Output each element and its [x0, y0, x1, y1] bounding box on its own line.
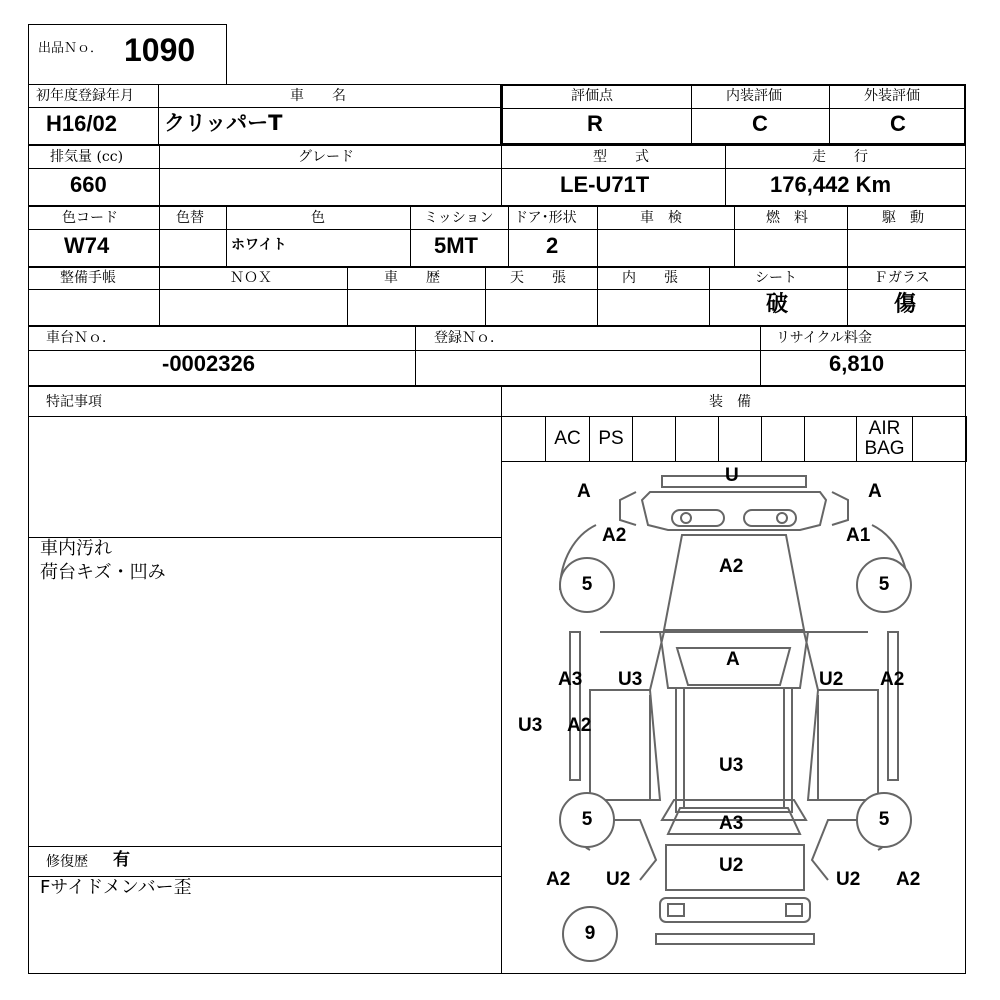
recycle-label: リサイクル料金 [776, 330, 873, 346]
chassis-value: -0002326 [162, 351, 255, 376]
cargo-bed-shape [684, 688, 784, 808]
repair-history-label: 修復歴 [46, 854, 88, 870]
headlight-right-shape [744, 510, 796, 526]
mission-label: ミッション [424, 210, 494, 226]
door-value: 2 [546, 233, 559, 258]
mark-rear-left-u2: U2 [606, 869, 631, 890]
right-sill-shape [888, 632, 898, 780]
equipment-label: 装 備 [709, 394, 751, 410]
displacement-value: 660 [70, 172, 107, 197]
equipment-item: AC [554, 428, 581, 449]
colorcode-label: 色コード [62, 210, 118, 226]
displacement-label: 排気量 (cc) [50, 149, 124, 165]
chassis-label: 車台Ｎｏ． [46, 330, 116, 346]
mark-front-right-corner: A [868, 481, 882, 502]
notes-label: 特記事項 [46, 394, 102, 410]
mark-rear-panel: U2 [719, 855, 744, 876]
wheel-front-left: 5 [559, 557, 615, 613]
door-label: ドア･形状 [514, 210, 577, 226]
mark-left-sill-a2: A2 [567, 715, 592, 736]
grade-label: グレード [298, 149, 354, 165]
mark-left-sill-u3: U3 [518, 715, 543, 736]
drive-label: 駆 動 [882, 210, 924, 226]
nox-label: ＮＯＸ [230, 270, 272, 286]
mark-left-door-u3: U3 [618, 669, 643, 690]
exterior-score-value: C [890, 111, 906, 136]
interior-score-label: 内装評価 [726, 88, 782, 104]
wheel-rear-right: 5 [856, 792, 912, 848]
mark-right-fender: A1 [846, 525, 871, 546]
score-value: R [587, 111, 603, 136]
repair-history-value: 有 [113, 850, 130, 870]
fuel-label: 燃 料 [766, 210, 808, 226]
windshield-shape [664, 535, 804, 630]
note-line-2: 荷台キズ・凹み [40, 562, 166, 583]
mark-windshield: A2 [719, 556, 744, 577]
wheel-front-right: 5 [856, 557, 912, 613]
headlight-left-shape [672, 510, 724, 526]
interior-score-value: C [752, 111, 768, 136]
note-line-1: 車内汚れ [40, 538, 112, 559]
mark-rear-left-a2: A2 [546, 869, 571, 890]
mark-rear-right-u2: U2 [836, 869, 861, 890]
mark-rear-right-a2: A2 [896, 869, 921, 890]
equipment-item: AIR BAG [864, 418, 905, 459]
color-value: ホワイト [231, 237, 287, 253]
name-value: クリッパーT [164, 111, 283, 135]
wheel-rear-left: 5 [559, 792, 615, 848]
spare-tire: 9 [562, 906, 618, 962]
lot-number: 1090 [124, 32, 196, 68]
windshield-value: 傷 [894, 292, 917, 317]
mark-roof: A [726, 649, 740, 670]
registration-label: 登録Ｎｏ． [434, 330, 504, 346]
mission-value: 5MT [434, 233, 478, 258]
mark-left-door-a3: A3 [558, 669, 583, 690]
repaint-label: 色替 [176, 210, 204, 226]
recycle-value: 6,810 [829, 351, 885, 376]
name-label: 車 名 [290, 88, 346, 104]
mark-front-bumper: U [725, 465, 739, 486]
mark-right-door-u2: U2 [819, 669, 844, 690]
lot-label: 出品Ｎｏ． [38, 41, 104, 56]
year-label: 初年度登録年月 [36, 88, 134, 104]
model-label: 型 式 [593, 149, 649, 165]
seat-value: 破 [766, 292, 789, 317]
mark-front-left-corner: A [577, 481, 591, 502]
score-label: 評価点 [571, 88, 613, 104]
front-panel-shape [642, 492, 826, 530]
seat-label: シート [755, 270, 797, 286]
mark-left-fender: A2 [602, 525, 627, 546]
model-value: LE-U71T [560, 172, 650, 197]
left-sill-shape [570, 632, 580, 780]
mileage-label: 走 行 [812, 149, 868, 165]
service-book-label: 整備手帳 [60, 270, 116, 286]
exterior-score-label: 外装評価 [864, 88, 920, 104]
mark-right-door-a2: A2 [880, 669, 905, 690]
year-value: H16/02 [46, 111, 117, 136]
windshield-label: Ｆガラス [874, 270, 930, 286]
mileage-value: 176,442 Km [770, 172, 892, 197]
repair-detail: Fサイドメンバー歪 [40, 877, 192, 898]
roof-lining-label: 天 張 [510, 270, 566, 286]
inspection-label: 車 検 [640, 210, 682, 226]
colorcode-value: W74 [64, 233, 110, 258]
mark-tailgate: A3 [719, 813, 744, 834]
color-label: 色 [311, 210, 325, 226]
rear-bumper-shape [660, 898, 810, 922]
equipment-item: PS [598, 428, 624, 449]
history-label: 車 歴 [384, 270, 440, 286]
interior-lining-label: 内 張 [622, 270, 678, 286]
mark-cargo-bed: U3 [719, 755, 744, 776]
